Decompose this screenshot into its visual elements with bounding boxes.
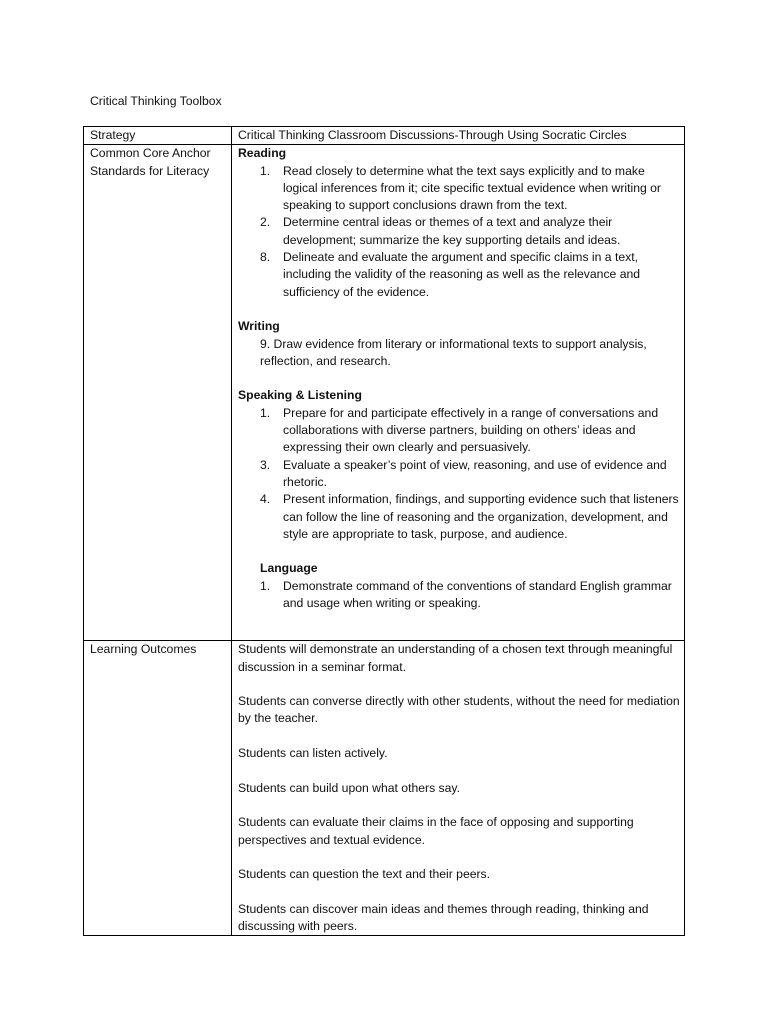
list-text: Determine central ideas or themes of a text and analyze their development; summarize the key supporting details and ideas. [283, 215, 621, 247]
outcome-item: Students can evaluate their claims in the face of opposing and supporting perspectives and textual evidence. [238, 815, 634, 847]
outcome-item: Students will demonstrate an understanding of a chosen text through meaningful discussion in a seminar format. [238, 642, 673, 674]
list-text: Delineate and evaluate the argument and specific claims in a text, including the validity of the reasoning as well as the relevance and sufficiency of the evidence. [283, 250, 641, 299]
list-item [238, 249, 680, 301]
list-item [238, 405, 680, 457]
standards-row [84, 145, 685, 641]
outcome-item: Students can listen actively. [238, 746, 388, 761]
outcome-item: Students can question the text and their peers. [238, 867, 491, 882]
outcomes-content [232, 641, 685, 936]
spacer [238, 370, 680, 387]
speaking-list [238, 405, 680, 543]
outcomes-row [84, 641, 685, 936]
page-title: Critical Thinking Toolbox [90, 94, 222, 108]
reading-heading: Reading [238, 146, 287, 161]
list-number: 4. [260, 492, 271, 507]
reading-list [238, 163, 680, 301]
language-heading: Language [260, 561, 318, 576]
strategy-table [83, 126, 685, 936]
list-number: 1. [260, 405, 271, 420]
spacer [238, 543, 680, 560]
list-number: 8. [260, 250, 271, 265]
list-text: Demonstrate command of the conventions of standard English grammar and usage when writing or speaking. [283, 578, 672, 611]
language-list [238, 578, 680, 613]
speaking-heading: Speaking & Listening [238, 388, 362, 403]
standards-content [232, 145, 685, 641]
list-number: 1. [260, 578, 271, 593]
writing-item: 9. Draw evidence from literary or informational texts to support analysis, reflection, and research. [260, 336, 647, 368]
list-item [238, 214, 680, 249]
strategy-label: Strategy [84, 127, 232, 145]
strategy-value: Critical Thinking Classroom Discussions-Through Using Socratic Circles [232, 127, 685, 145]
list-text: Prepare for and participate effectively in a range of conversations and collaborations with diverse partners, building on others’ ideas and expressing their own clearly and persuasively. [283, 405, 659, 455]
outcome-item: Students can converse directly with other students, without the need for mediation by the teacher. [238, 694, 680, 726]
outcome-item: Students can discover main ideas and themes through reading, thinking and discussing with peers. [238, 901, 649, 934]
list-number: 3. [260, 457, 271, 472]
list-item [238, 578, 680, 613]
strategy-row [84, 127, 685, 145]
list-item [238, 457, 680, 492]
list-item [238, 491, 680, 543]
list-item [238, 163, 680, 215]
list-text: Read closely to determine what the text says explicitly and to make logical inferences from it; cite specific textual evidence when writing or speaking to support conclusions drawn from the text. [283, 163, 661, 213]
writing-heading: Writing [238, 319, 280, 334]
list-number: 1. [260, 163, 271, 178]
outcome-item: Students can build upon what others say. [238, 780, 460, 795]
list-text: Evaluate a speaker’s point of view, reasoning, and use of evidence and rhetoric. [283, 457, 667, 489]
list-text: Present information, findings, and supporting evidence such that listeners can follow the line of reasoning and the organization, development, and style are appropriate to task, purpose, and audience. [283, 492, 679, 541]
outcomes-label: Learning Outcomes [84, 641, 232, 936]
standards-label: Common Core Anchor Standards for Literacy [84, 145, 232, 641]
list-number: 2. [260, 215, 271, 230]
spacer [238, 301, 680, 318]
